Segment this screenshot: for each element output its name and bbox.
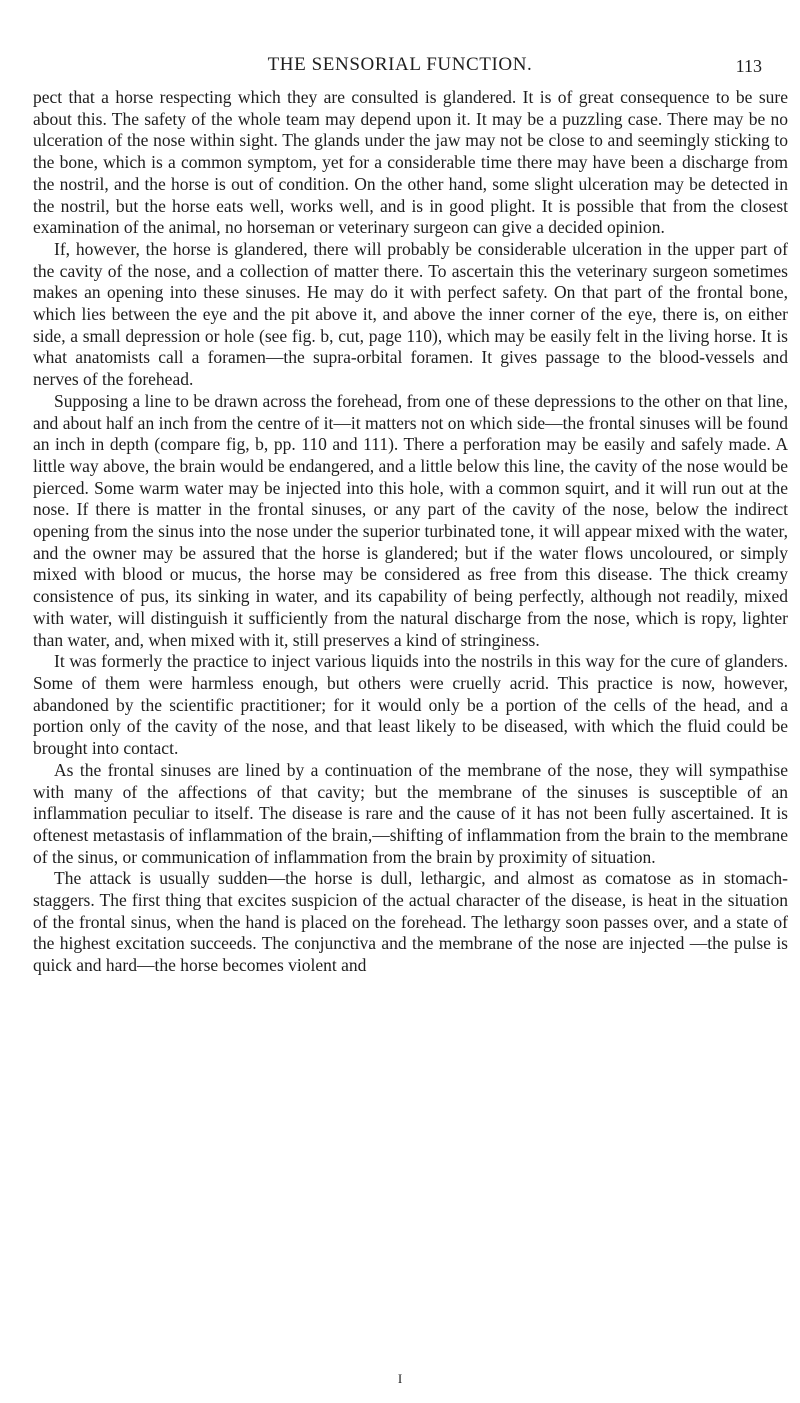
paragraph: As the frontal sinuses are lined by a continuation of the membrane of the nose, they will sympathise with many of the affections of that cavity; but the membrane of the sinuses is susceptible of an inflammation peculiar to itself. The disease is rare and the cause of it has not been fully ascertained. It is oftenest metastasis of inflammation of the brain,—shifting of inflammation from the brain to the membrane of the sinus, or communication of inflammation from the brain by proximity of situation.	[33, 759, 788, 867]
body-text	[33, 87, 788, 977]
paragraph: It was formerly the practice to inject various liquids into the nostrils in this way for the cure of glanders. Some of them were harmless enough, but others were cruelly acrid. This practice is now, however, abandoned by the scientific practitioner; for it would only be a portion of the cells of the head, and a portion only of the cavity of the nose, and that least likely to be diseased, with which the fluid could be brought into contact.	[33, 651, 788, 759]
running-title: THE SENSORIAL FUNCTION.	[267, 54, 533, 75]
page-number: 113	[735, 56, 762, 76]
paragraph-continued: pect that a horse respecting which they are consulted is glandered. It is of great consequence to be sure about this. The safety of the whole team may depend upon it. It may be a puzzling case. There may be no ulceration of the nose within sight. The glands under the jaw may not be close to and seemingly sticking to the bone, which is a common symptom, yet for a considerable time there may have been a discharge from the nostril, and the horse is out of condition. On the other hand, some slight ulceration may be detected in the nostril, but the horse eats well, works well, and is in good plight. It is possible that from the closest examination of the animal, no horseman or veterinary surgeon can give a decided opinion.	[33, 87, 788, 238]
paragraph: The attack is usually sudden—the horse is dull, lethargic, and almost as comatose as in stomach-staggers. The first thing that excites suspicion of the actual character of the disease, is heat in the situation of the frontal sinus, when the hand is placed on the forehead. The lethargy soon passes over, and a state of the highest excitation succeeds. The conjunctiva and the membrane of the nose are injected —the pulse is quick and hard—the horse becomes violent and	[33, 868, 788, 976]
running-head	[0, 54, 800, 84]
paragraph: Supposing a line to be drawn across the forehead, from one of these depressions to the other on that line, and about half an inch from the centre of it—it matters not on which side—the frontal sinuses will be found an inch in depth (compare fig, b, pp. 110 and 111). There a perforation may be easily and safely made. A little way above, the brain would be endangered, and a little below this line, the cavity of the nose would be pierced. Some warm water may be injected into this hole, with a common squirt, and it will run out at the nose. If there is matter in the frontal sinuses, or any part of the cavity of the nose, below the indirect opening from the sinus into the nose under the superior turbinated tone, it will appear mixed with the water, and the owner may be assured that the horse is glandered; but if the water flows uncoloured, or simply mixed with blood or mucus, the horse may be considered as free from this disease. The thick creamy consistence of pus, its sinking in water, and its capability of being perfectly, although not readily, mixed with water, will distinguish it sufficiently from the natural discharge from the nose, which is ropy, lighter than water, and, when mixed with it, still preserves a kind of stringiness.	[33, 390, 788, 650]
paragraph: If, however, the horse is glandered, there will probably be considerable ulceration in the upper part of the cavity of the nose, and a collection of matter there. To ascertain this the veterinary surgeon sometimes makes an opening into these sinuses. He may do it with perfect safety. On that part of the frontal bone, which lies between the eye and the pit above it, and above the inner corner of the eye, there is, on either side, a small depression or hole (see fig. b, cut, page 110), which may be easily felt in the living horse. It is what anatomists call a foramen—the supra-orbital foramen. It gives passage to the blood-vessels and nerves of the forehead.	[33, 238, 788, 390]
signature-mark: I	[397, 1371, 403, 1386]
